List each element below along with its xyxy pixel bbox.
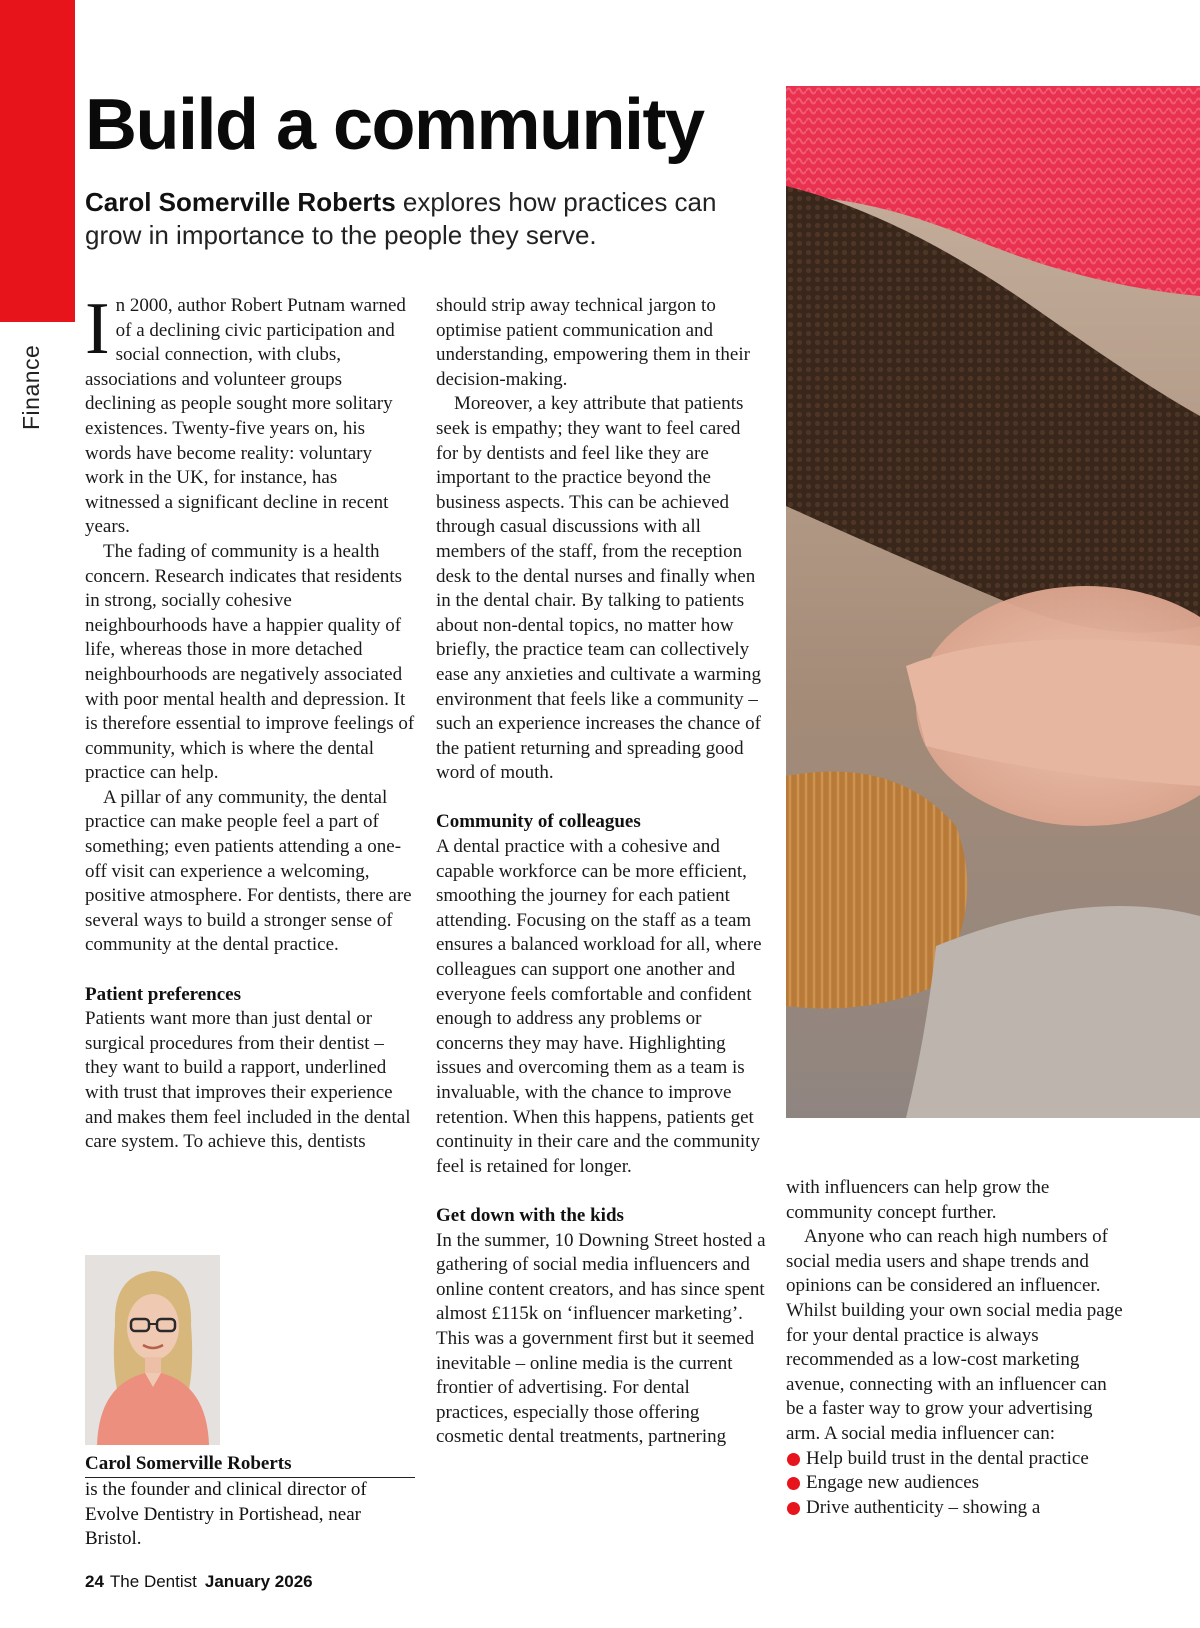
- author-portrait: [85, 1255, 220, 1445]
- standfirst-text: explores how practices can grow in importance to the people they serve.: [85, 187, 717, 250]
- hands-together-photo: [786, 86, 1200, 1118]
- paragraph: Patients want more than just dental or surgical procedures from their dentist – they want to build a rapport, underlined with trust that improves their experience and makes them feel included in the dental care system. To achieve this, dentists: [85, 1008, 411, 1153]
- article-standfirst: [85, 186, 745, 252]
- paragraph: A pillar of any community, the dental practice can make people feel a part of something; even patients attending a one-off visit can experience a welcoming, positive atmosphere. For dentists, there are several ways to build a stronger sense of community at the dental practice.: [85, 786, 412, 956]
- list-item-text: Engage new audiences: [806, 1472, 980, 1494]
- page-footer: [85, 1572, 313, 1592]
- subheading-patient-preferences: Patient preferences: [85, 983, 241, 1005]
- article-title: Build a community: [85, 85, 704, 165]
- publication-name: The Dentist: [109, 1572, 197, 1591]
- author-name: Carol Somerville Roberts: [85, 1452, 415, 1478]
- paragraph: Anyone who can reach high numbers of social media users and shape trends and opinions can be considered an influencer. Whilst building your own social media page for your dental practice is always recommended as a low-cost marketing avenue, connecting with an influencer can be a faster way to grow your advertising arm. A social media influencer can:: [786, 1226, 1123, 1444]
- paragraph: should strip away technical jargon to optimise patient communication and understanding, empowering them in their decision-making.: [436, 295, 750, 390]
- list-item-text: Drive authenticity – showing a: [806, 1496, 1041, 1518]
- standfirst-author: Carol Somerville Roberts: [85, 187, 396, 217]
- list-item: [786, 1496, 1126, 1521]
- bullet-dot-icon: [787, 1502, 800, 1515]
- bullet-list: [786, 1447, 1126, 1521]
- section-label: Finance: [18, 344, 44, 430]
- author-bio-block: [85, 1452, 415, 1552]
- subheading-community-of-colleagues: Community of colleagues: [436, 811, 641, 833]
- paragraph: A dental practice with a cohesive and capable workforce can be more efficient, smoothing the journey for each patient attending. Focusing on the staff as a team ensures a balanced workload for all, where colleagues can support one another and everyone feels comfortable and confident enough to address any problems or concerns they may have. Highlighting issues and overcoming them as a team is invaluable, with the chance to improve retention. When this happens, patients get continuity in their care and the community feel is retained for longer.: [436, 836, 762, 1177]
- bullet-dot-icon: [787, 1477, 800, 1490]
- paragraph: The fading of community is a health concern. Research indicates that residents in strong, socially cohesive neighbourhoods have a happier quality of life, whereas those in more detached neighbourhoods are negatively associated with poor mental health and depression. It is therefore essential to improve feelings of community, which is where the dental practice can help.: [85, 540, 415, 784]
- paragraph: n 2000, author Robert Putnam warned of a declining civic participation and social connection, with clubs, associations and volunteer groups declining as people sought more solitary existences. Twenty-five years on, his words have become reality: voluntary work in the UK, for instance, has witnessed a significant decline in recent years.: [85, 295, 406, 538]
- column-3: [786, 1176, 1126, 1520]
- author-bio: is the founder and clinical director of Evolve Dentistry in Portishead, near Bristol.: [85, 1479, 367, 1550]
- paragraph: with influencers can help grow the community concept further.: [786, 1177, 1050, 1223]
- column-2: [436, 294, 766, 1450]
- page-number: 24: [85, 1572, 104, 1591]
- list-item-text: Help build trust in the dental practice: [806, 1447, 1089, 1469]
- subheading-get-down-with-the-kids: Get down with the kids: [436, 1204, 624, 1226]
- issue-date: January 2026: [204, 1572, 313, 1591]
- column-1: [85, 288, 415, 1155]
- section-color-tab: [0, 0, 75, 322]
- list-item: [786, 1447, 1126, 1472]
- list-item: [786, 1471, 1126, 1496]
- bullet-dot-icon: [787, 1453, 800, 1466]
- paragraph: In the summer, 10 Downing Street hosted a gathering of social media influencers and online content creators, and has since spent almost £115k on ‘influencer marketing’. This was a government first but it seemed inevitable – online media is the current frontier of advertising. For dental practices, especially those offering cosmetic dental treatments, partnering: [436, 1229, 766, 1448]
- drop-cap: I: [85, 288, 110, 370]
- paragraph: Moreover, a key attribute that patients seek is empathy; they want to feel cared for by dentists and feel like they are important to the practice beyond the business aspects. This can be achieved through casual discussions with all members of the staff, from the reception desk to the dental nurses and finally when in the dental chair. By talking to patients about non-dental topics, no matter how briefly, the practice team can collectively ease any anxieties and cultivate a warming environment that feels like a community – such an experience increases the chance of the patient returning and spreading good word of mouth.: [436, 393, 761, 784]
